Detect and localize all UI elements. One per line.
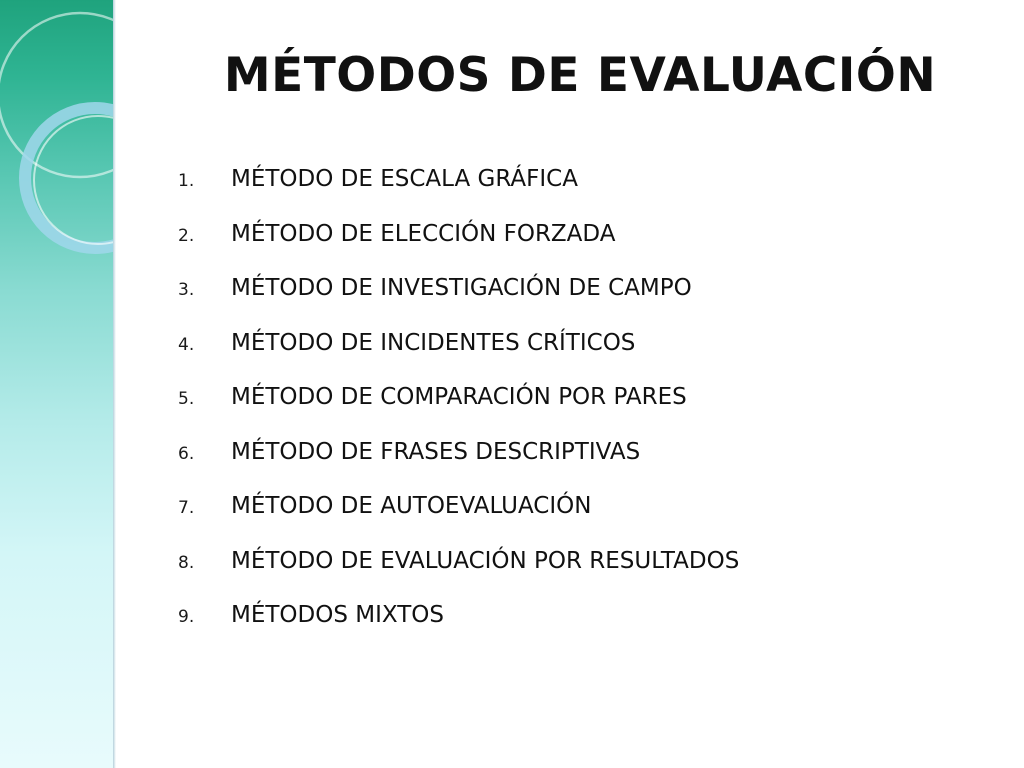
list-item	[178, 439, 739, 494]
item-text: MÉTODO DE FRASES DESCRIPTIVAS	[231, 438, 641, 465]
item-number: 4.	[178, 334, 195, 355]
item-text: MÉTODOS MIXTOS	[231, 602, 444, 628]
item-number: 6.	[178, 443, 195, 464]
item-number: 5.	[178, 389, 195, 409]
list-item	[178, 602, 739, 657]
slide-title: MÉTODOS DE EVALUACIÓN	[223, 48, 937, 103]
item-number: 9.	[178, 607, 195, 627]
decorative-circles	[0, 0, 113, 768]
item-text: MÉTODO DE ESCALA GRÁFICA	[231, 166, 578, 192]
item-number: 1.	[178, 171, 195, 191]
side-band-edge	[113, 0, 116, 768]
list-item	[178, 548, 739, 603]
list-item	[178, 275, 739, 330]
decorative-circle-top	[0, 13, 113, 177]
decorative-side-band	[0, 0, 113, 768]
item-number: 2.	[178, 225, 195, 246]
item-number: 8.	[178, 552, 195, 573]
item-text: MÉTODO DE INCIDENTES CRÍTICOS	[231, 329, 636, 356]
list-item	[178, 384, 739, 439]
method-list	[178, 166, 739, 657]
list-item	[178, 493, 739, 548]
item-text: MÉTODO DE EVALUACIÓN POR RESULTADOS	[231, 547, 740, 574]
item-text: MÉTODO DE ELECCIÓN FORZADA	[231, 220, 616, 247]
item-number: 7.	[178, 498, 195, 518]
item-text: MÉTODO DE AUTOEVALUACIÓN	[231, 493, 592, 519]
list-item	[178, 221, 739, 276]
item-number: 3.	[178, 280, 195, 300]
decorative-ring-outer	[25, 108, 113, 248]
list-item	[178, 166, 739, 221]
item-text: MÉTODO DE COMPARACIÓN POR PARES	[231, 384, 687, 410]
list-item	[178, 330, 739, 385]
item-text: MÉTODO DE INVESTIGACIÓN DE CAMPO	[231, 275, 692, 301]
